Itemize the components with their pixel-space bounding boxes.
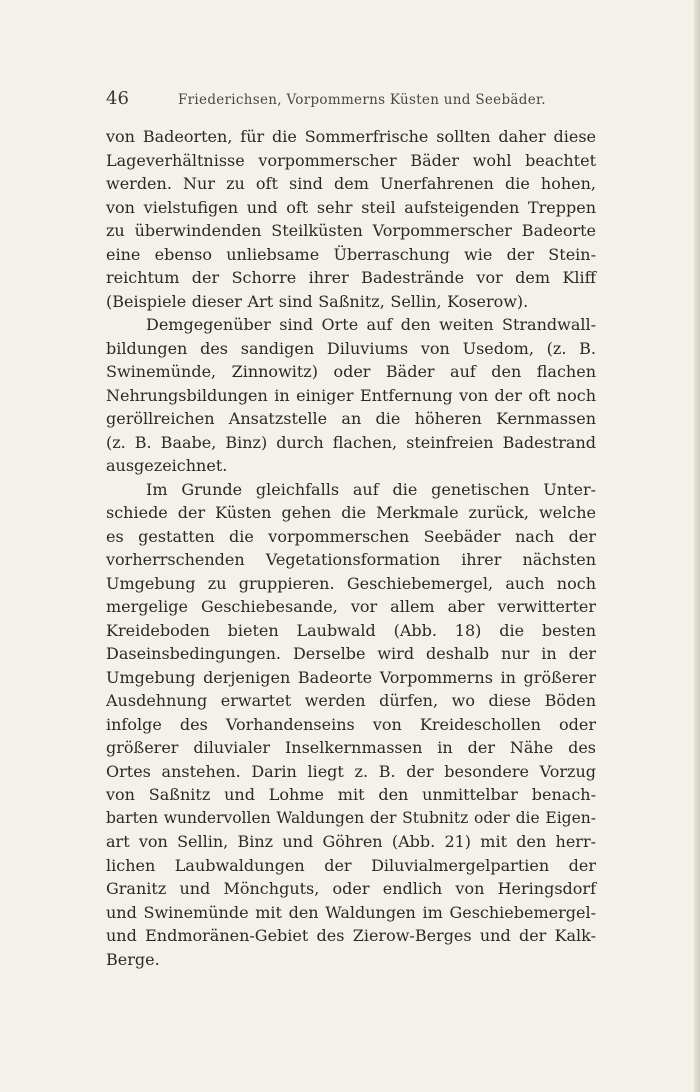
running-title: Friederichsen, Vorpommerns Küsten und Seebäder. <box>178 92 546 108</box>
page-edge <box>694 0 700 1092</box>
text-line: geröllreichen Ansatzstelle an die höheren Kernmassen <box>106 409 596 428</box>
text-line: zu überwindenden Steilküsten Vorpommerscher Badeorte <box>106 221 596 240</box>
text-line: Granitz und Mönchguts, oder endlich von Heringsdorf <box>106 879 596 898</box>
text-line: größerer diluvialer Inselkernmassen in der Nähe des <box>106 738 596 757</box>
text-line: Im Grunde gleichfalls auf die genetischen Unter- <box>146 479 596 499</box>
page-number: 46 <box>106 88 129 109</box>
text-line: Swinemünde, Zinnowitz) oder Bäder auf den flachen <box>106 362 596 381</box>
text-line: lichen Laubwaldungen der Diluvialmergelpartien der <box>106 855 596 875</box>
text-line: und Endmoränen-Gebiet des Zierow-Berges und der Kalk- <box>106 926 596 945</box>
text-line: vorherrschenden Vegetationsformation ihrer nächsten <box>106 550 596 569</box>
text-line: mergelige Geschiebesande, vor allem aber verwitterter <box>106 597 596 616</box>
text-line: von Badeorten, für die Sommerfrische sollten daher diese <box>106 127 596 146</box>
text-line: es gestatten die vorpommerschen Seebäder nach der <box>106 526 596 546</box>
text-line: Lageverhältnisse vorpommerscher Bäder wohl beachtet <box>106 150 596 170</box>
text-line: Ausdehnung erwartet werden dürfen, wo diese Böden <box>106 691 596 710</box>
text-line: barten wundervollen Waldungen der Stubnitz oder die Eigen- <box>106 808 596 827</box>
text-line: Nehrungsbildungen in einiger Entfernung von der oft noch <box>106 385 596 405</box>
text-line: (z. B. Baabe, Binz) durch flachen, steinfreien Badestrand <box>106 432 596 452</box>
text-line: Kreideboden bieten Laubwald (Abb. 18) die besten <box>106 620 596 640</box>
text-line: reichtum der Schorre ihrer Badestrände vor dem Kliff <box>106 268 596 287</box>
text-line: Ortes anstehen. Darin liegt z. B. der besondere Vorzug <box>106 761 596 781</box>
text-line: Umgebung zu gruppieren. Geschiebemergel, auch noch <box>106 573 596 593</box>
body-text <box>106 125 596 971</box>
text-line: Demgegenüber sind Orte auf den weiten Strandwall- <box>146 315 596 334</box>
text-line: werden. Nur zu oft sind dem Unerfahrenen die hohen, <box>106 174 596 193</box>
running-header <box>106 88 596 110</box>
text-line: schiede der Küsten gehen die Merkmale zurück, welche <box>106 503 596 522</box>
text-line: von vielstufigen und oft sehr steil aufsteigenden Treppen <box>106 197 596 217</box>
text-line: art von Sellin, Binz und Göhren (Abb. 21) mit den herr- <box>106 832 596 851</box>
text-line: Daseinsbedingungen. Derselbe wird deshalb nur in der <box>106 644 596 663</box>
text-line: bildungen des sandigen Diluviums von Usedom, (z. B. <box>106 338 596 358</box>
text-line: (Beispiele dieser Art sind Saßnitz, Sellin, Koserow). <box>106 291 529 311</box>
text-line: Berge. <box>106 949 160 969</box>
text-line: infolge des Vorhandenseins von Kreideschollen oder <box>106 714 596 734</box>
text-line: Umgebung derjenigen Badeorte Vorpommerns in größerer <box>106 667 596 687</box>
text-line: eine ebenso unliebsame Überraschung wie der Stein- <box>106 244 596 264</box>
text-line: von Saßnitz und Lohme mit den unmittelbar benach- <box>106 785 596 804</box>
text-line: und Swinemünde mit den Waldungen im Geschiebemergel- <box>106 902 596 922</box>
text-line: ausgezeichnet. <box>106 456 228 475</box>
